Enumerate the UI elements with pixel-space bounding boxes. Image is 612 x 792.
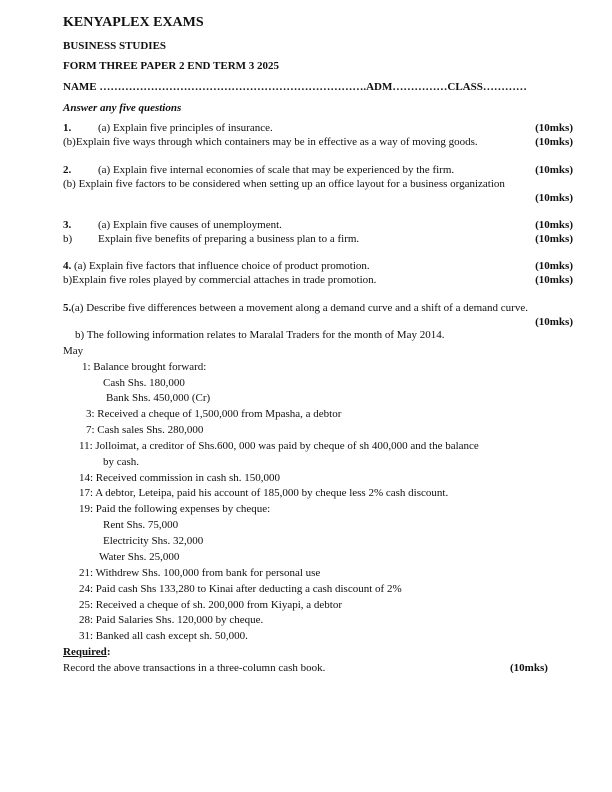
q4-number: 4. xyxy=(63,260,72,272)
month-label: May xyxy=(63,345,84,357)
q5-number: 5. xyxy=(63,302,72,314)
required-text: Record the above transactions in a three-column cash book. xyxy=(63,662,326,674)
q3b-number: b) xyxy=(63,233,73,245)
transaction-1-cash: Cash Shs. 180,000 xyxy=(103,377,185,389)
name-adm-class-line: NAME ……………………………………………………………….ADM……………CLASS………… xyxy=(63,81,527,93)
transaction-1: 1: Balance brought forward: xyxy=(82,361,207,373)
transaction-11-cont: by cash. xyxy=(103,456,140,468)
transaction-1-bank: Bank Shs. 450,000 (Cr) xyxy=(106,392,211,404)
q3b-marks: (10mks) xyxy=(535,233,573,245)
q4a-marks: (10mks) xyxy=(535,260,573,272)
exam-body-title: KENYAPLEX EXAMS xyxy=(63,15,204,30)
q1b-marks: (10mks) xyxy=(535,136,573,148)
expense-electricity: Electricity Shs. 32,000 xyxy=(103,535,204,547)
q3b-text: Explain five benefits of preparing a business plan to a firm. xyxy=(98,233,360,245)
transaction-7: 7: Cash sales Shs. 280,000 xyxy=(86,424,204,436)
required-marks: (10mks) xyxy=(510,662,548,674)
transaction-11: 11: Jolloimat, a creditor of Shs.600, 000 was paid by cheque of sh 400,000 and the balance xyxy=(79,440,479,452)
q1b-text: (b)Explain five ways through which containers may be in effective as a way of moving goods. xyxy=(63,136,478,148)
required-colon: : xyxy=(106,646,111,658)
q4b-text: b)Explain five roles played by commercial attaches in trade promotion. xyxy=(63,274,377,286)
expense-rent: Rent Shs. 75,000 xyxy=(103,519,179,531)
q5a-line xyxy=(63,301,528,315)
transaction-28: 28: Paid Salaries Shs. 120,000 by cheque. xyxy=(79,614,264,626)
q3a-marks: (10mks) xyxy=(535,219,573,231)
q2b-text: (b) Explain five factors to be considered when setting up an office layout for a business organization xyxy=(63,178,505,190)
q4b-marks: (10mks) xyxy=(535,274,573,286)
transaction-31: 31: Banked all cash except sh. 50,000. xyxy=(79,630,248,642)
required-label: Required xyxy=(63,646,107,658)
instruction: Answer any five questions xyxy=(63,102,182,114)
transaction-3: 3: Received a cheque of 1,500,000 from Mpasha, a debtor xyxy=(86,408,342,420)
q4a-text: (a) Explain five factors that influence choice of product promotion. xyxy=(71,260,370,272)
transaction-17: 17: A debtor, Leteipa, paid his account of 185,000 by cheque less 2% cash discount. xyxy=(79,487,449,499)
q5a-marks: (10mks) xyxy=(535,316,573,328)
q3a-text: (a) Explain five causes of unemployment. xyxy=(98,219,282,231)
transaction-14: 14: Received commission in cash sh. 150,000 xyxy=(79,472,281,484)
q1a-text: (a) Explain five principles of insurance. xyxy=(98,122,273,134)
required-heading xyxy=(63,645,110,659)
transaction-19: 19: Paid the following expenses by cheque: xyxy=(79,503,271,515)
transaction-21: 21: Withdrew Shs. 100,000 from bank for personal use xyxy=(79,567,321,579)
paper-title: FORM THREE PAPER 2 END TERM 3 2025 xyxy=(63,60,280,72)
q1a-marks: (10mks) xyxy=(535,122,573,134)
q2b-marks: (10mks) xyxy=(535,192,573,204)
q1-number: 1. xyxy=(63,122,72,134)
q5b-text: b) The following information relates to Maralal Traders for the month of May 2014. xyxy=(75,329,445,341)
q2a-marks: (10mks) xyxy=(535,164,573,176)
q5a-text: (a) Describe five differences between a movement along a demand curve and a shift of a demand curve. xyxy=(71,302,528,314)
subject-title: BUSINESS STUDIES xyxy=(63,40,167,52)
transaction-24: 24: Paid cash Shs 133,280 to Kinai after deducting a cash discount of 2% xyxy=(79,583,402,595)
q4a-line xyxy=(63,259,370,273)
expense-water: Water Shs. 25,000 xyxy=(99,551,180,563)
q2-number: 2. xyxy=(63,164,72,176)
q3-number: 3. xyxy=(63,219,72,231)
transaction-25: 25: Received a cheque of sh. 200,000 from Kiyapi, a debtor xyxy=(79,599,343,611)
q2a-text: (a) Explain five internal economies of scale that may be experienced by the firm. xyxy=(98,164,455,176)
